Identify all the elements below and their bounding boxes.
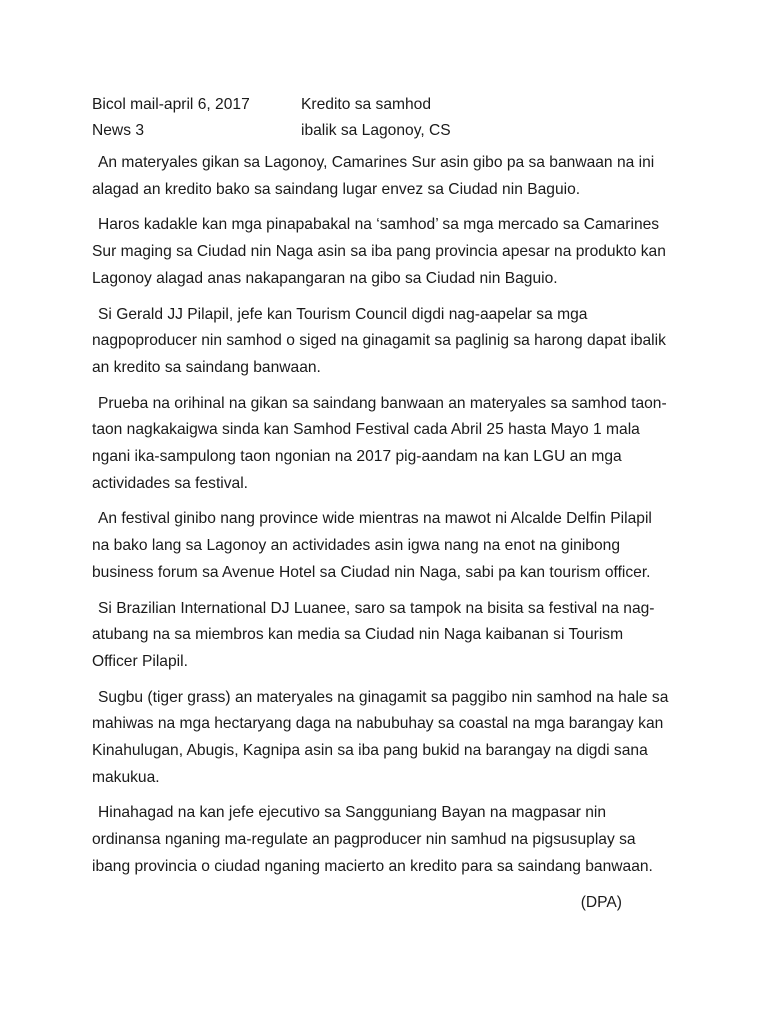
headline-line-2: ibalik sa Lagonoy, CS — [301, 122, 451, 139]
paragraph-4: Prueba na orihinal na gikan sa saindang banwaan an materyales sa samhod taon-taon nagkakaigwa sinda kan Samhod Festival cada Abril 25 hasta Mayo 1 mala ngani ika-sampulong taon ngonian na 2017 pig-aandam na kan LGU an mga actividades sa festival. — [92, 394, 667, 492]
paragraph-5: An festival ginibo nang province wide mientras na mawot ni Alcalde Delfin Pilapil na bako lang sa Lagonoy an actividades asin igwa nang na enot na ginibong business forum sa Avenue Hotel sa Ciudad nin Naga, sabi pa kan tourism officer. — [92, 510, 652, 581]
paragraph-8: Hinahagad na kan jefe ejecutivo sa Sangguniang Bayan na magpasar nin ordinansa nganing ma-regulate an pagproducer nin samhud na pigsusuplay sa ibang provincia o ciudad nganing macierto an kredito para sa saindang banwaan. — [92, 804, 653, 875]
paragraph-6: Si Brazilian International DJ Luanee, saro sa tampok na bisita sa festival na nag-atubang na sa miembros kan media sa Ciudad nin Naga kaibanan si Tourism Officer Pilapil. — [92, 599, 655, 670]
section-line: News 3 — [92, 122, 144, 139]
paragraph-2: Haros kadakle kan mga pinapabakal na ‘samhod’ sa mga mercado sa Camarines Sur maging sa Ciudad nin Naga asin sa iba pang provincia apesar na produkto kan Lagonoy alagad anas nakapangaran na gibo sa Ciudad nin Baguio. — [92, 216, 666, 287]
paragraph-1: An materyales gikan sa Lagonoy, Camarines Sur asin gibo pa sa banwaan na ini alagad an kredito bako sa saindang lugar envez sa Ciudad nin Baguio. — [92, 154, 655, 198]
byline-signoff: (DPA) — [580, 893, 622, 911]
paragraph-7: Sugbu (tiger grass) an materyales na ginagamit sa paggibo nin samhod na hale sa mahiwas na mga hectaryang daga na nabubuhay sa coastal na mga barangay kan Kinahulugan, Abugis, Kagnipa asin sa iba pang bukid na barangay na digdi sana makukua. — [92, 688, 669, 786]
source-line: Bicol mail-april 6, 2017 — [92, 96, 250, 113]
paragraph-3: Si Gerald JJ Pilapil, jefe kan Tourism Council digdi nag-aapelar sa mga nagpoproducer nin samhod o siged na ginagamit sa paglinig sa harong dapat ibalik an kredito sa saindang banwaan. — [92, 305, 666, 376]
headline-line-1: Kredito sa samhod — [301, 96, 432, 113]
article-header — [92, 92, 672, 144]
article — [92, 92, 672, 916]
